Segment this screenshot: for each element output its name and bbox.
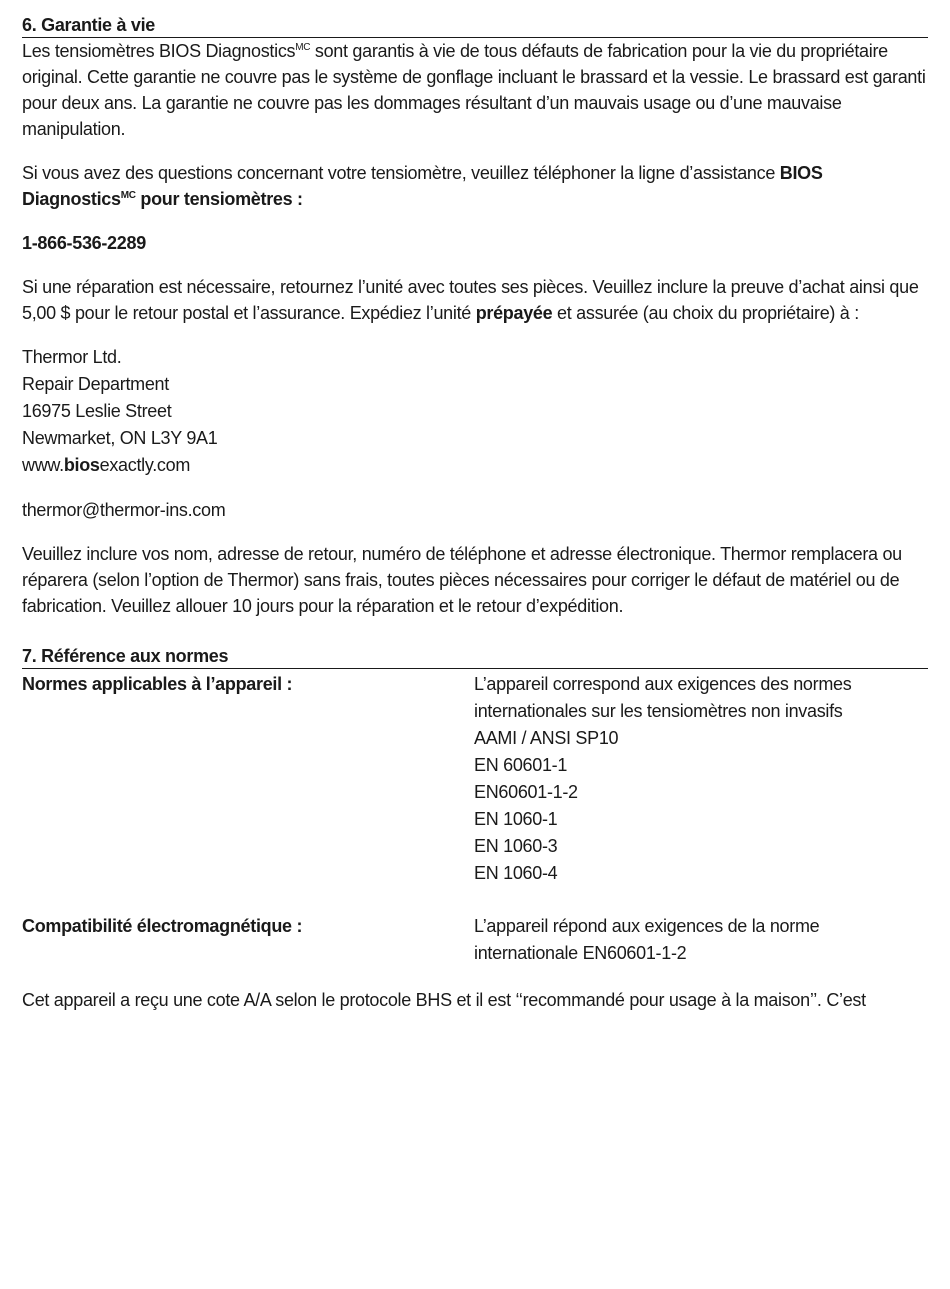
repair-paragraph: Si une réparation est nécessaire, retournez l’unité avec toutes ses pièces. Veuillez inclure la preuve d’achat ainsi que 5,00 $ pour le retour postal et l’assurance. Expédiez l’unité prépayée et assurée (au choix du propriétaire) à : [22, 277, 919, 323]
emc-text [474, 913, 928, 967]
standards-line: EN 60601-1 [474, 755, 568, 775]
standards-list [474, 671, 928, 887]
address-line: Thermor Ltd. [22, 347, 122, 367]
emc-line: internationale EN60601-1-2 [474, 943, 687, 963]
section-6-heading: 6. Garantie à vie [22, 14, 928, 38]
standards-line: internationales sur les tensiomètres non invasifs [474, 701, 843, 721]
document-page [22, 14, 928, 1013]
standards-row [22, 671, 928, 887]
standards-line: EN 1060-3 [474, 836, 558, 856]
address-line: Newmarket, ON L3Y 9A1 [22, 428, 218, 448]
bhs-paragraph: Cet appareil a reçu une cote A/A selon le protocole BHS et il est ‘‘recommandé pour usage à la maison’’. C’est [22, 990, 866, 1010]
address-line: 16975 Leslie Street [22, 401, 172, 421]
standards-line: EN 1060-1 [474, 809, 558, 829]
address-line: Repair Department [22, 374, 169, 394]
standards-line: AAMI / ANSI SP10 [474, 728, 619, 748]
standards-line: EN 1060-4 [474, 863, 558, 883]
website-link[interactable]: www.biosexactly.com [22, 455, 191, 475]
standards-label: Normes applicables à l’appareil : [22, 674, 293, 694]
emc-label: Compatibilité électromagnétique : [22, 916, 303, 936]
section-7-heading: 7. Référence aux normes [22, 645, 928, 669]
email-link[interactable]: thermor@thermor-ins.com [22, 500, 226, 520]
standards-line: L’appareil correspond aux exigences des normes [474, 674, 852, 694]
standards-line: EN60601-1-2 [474, 782, 578, 802]
emc-line: L’appareil répond aux exigences de la norme [474, 916, 820, 936]
emc-row [22, 913, 928, 967]
mailing-address [22, 344, 928, 479]
questions-paragraph: Si vous avez des questions concernant votre tensiomètre, veuillez téléphoner la ligne d’assistance BIOS Diagnostics$^{MC}$ pour tensiomètres : [22, 163, 823, 209]
include-paragraph: Veuillez inclure vos nom, adresse de retour, numéro de téléphone et adresse électronique. Thermor remplacera ou réparera (selon l’option de Thermor) sans frais, toutes pièces nécessaires pour corriger le défaut de matériel ou de fabrication. Veuillez allouer 10 jours pour la réparation et le retour d’expédition. [22, 544, 902, 616]
support-phone: 1-866-536-2289 [22, 233, 146, 253]
warranty-paragraph: Les tensiomètres BIOS Diagnostics$^{MC}$ sont garantis à vie de tous défauts de fabrication pour la vie du propriétaire original. Cette garantie ne couvre pas le système de gonflage incluant le brassard et la vessie. Le brassard est garanti pour deux ans. La garantie ne couvre pas les dommages résultant d’un mauvais usage ou d’une mauvaise manipulation. [22, 41, 926, 139]
